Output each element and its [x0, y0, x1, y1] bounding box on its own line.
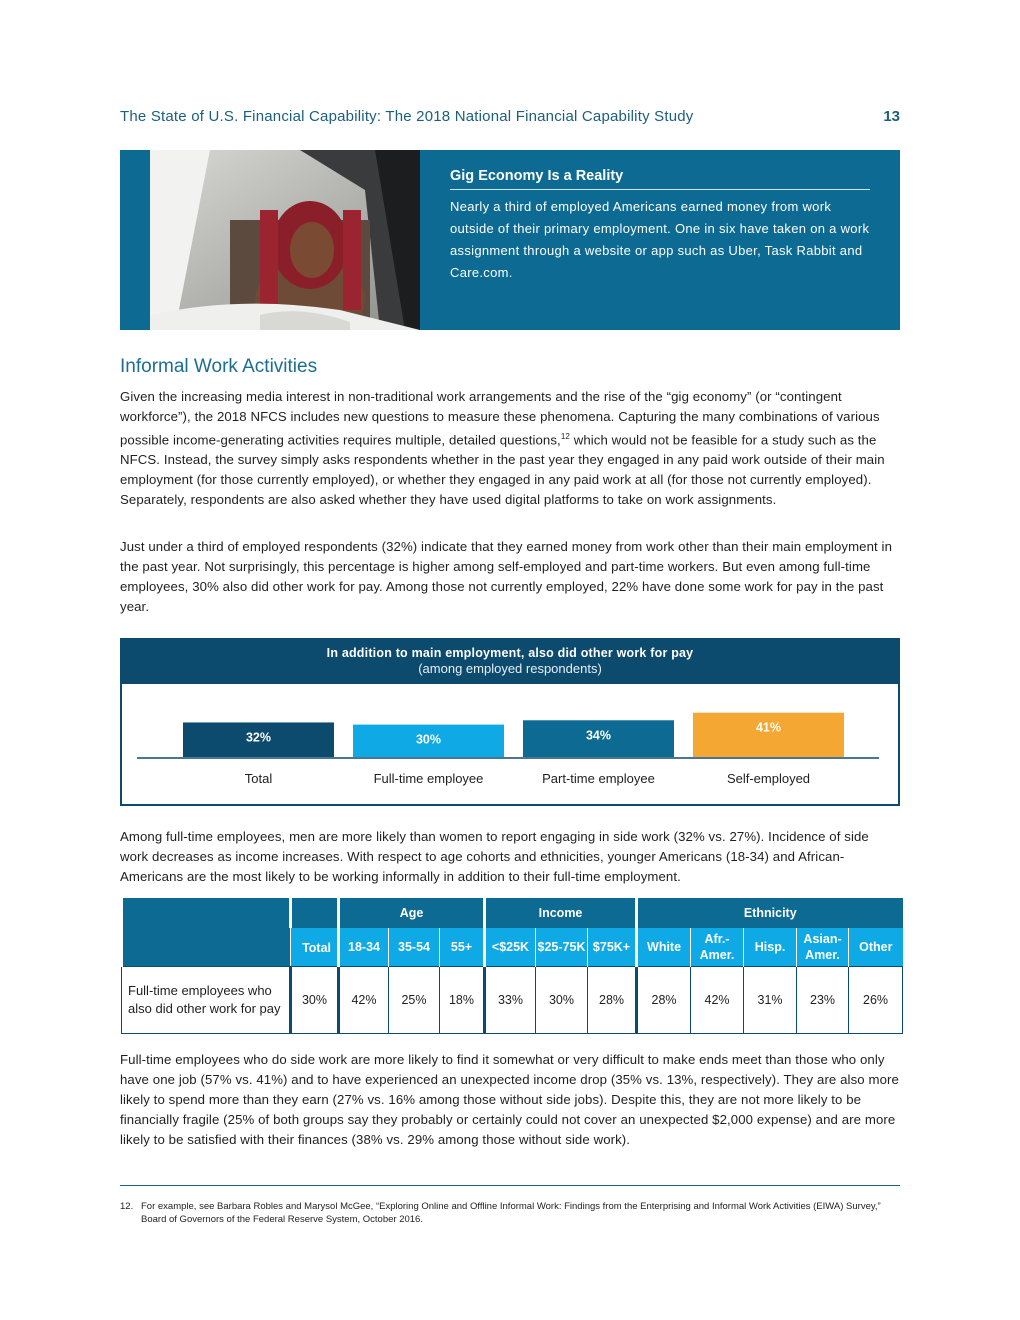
category-label: Part-time employee [542, 771, 655, 786]
col-35-54: 35-54 [389, 928, 440, 966]
report-title: The State of U.S. Financial Capability: The 2018 National Financial Capability Study [120, 108, 694, 125]
paragraph-text: which would not be feasible for a study such as the NFCS. Instead, the survey simply asks respondents whether in the past year they engaged in any paid work outside of their main employment (for those currently employed), or whether they engaged in any paid work at all (for those not currently employed). Separately, respondents are also asked whether they have used digital platforms to take on work assignments. [120, 432, 885, 508]
chart-subtitle: (among employed respondents) [418, 661, 602, 676]
bar-value-label: 41% [755, 720, 782, 735]
category-label: Total [244, 771, 273, 786]
col-afr-amer: Afr.-Amer. [691, 928, 744, 966]
cell-under-25k: 33% [485, 966, 536, 1033]
cell-25-75k: 30% [536, 966, 588, 1033]
section-title: Informal Work Activities [120, 356, 318, 377]
paragraph-text: Given the increasing media interest in non-traditional work arrangements and the rise of the “gig economy” (or “contingent workforce”), the 2018 NFCS includes new questions to measure these phenomena. Capturing the many combinations of various possible income-generating activities requires multiple, detailed questions, [120, 389, 880, 448]
chart-header [122, 640, 898, 684]
group-age: Age [339, 898, 485, 928]
cell-35-54: 25% [389, 966, 440, 1033]
cell-other: 26% [849, 966, 903, 1033]
row-label: Full-time employees who also did other work for pay [122, 966, 291, 1033]
col-55-plus: 55+ [440, 928, 485, 966]
body-paragraph-4: Full-time employees who do side work are more likely to find it somewhat or very difficult to make ends meet than those who only have one job (57% vs. 41%) and to have experienced an unexpected income drop (35% vs. 13%, respectively). They are also more likely to spend more than they earn (27% vs. 16% among those without side jobs). Despite this, they are not more likely to be financially fragile (25% of both groups say they probably or certainly could not cover an unexpected $2,000 expense) and are more likely to be satisfied with their finances (38% vs. 29% among those without side work). [120, 1052, 899, 1147]
side-work-table [120, 898, 903, 1034]
col-white: White [637, 928, 691, 966]
footnote-text: For example, see Barbara Robles and Marysol McGee, “Exploring Online and Offline Informal Work: Findings from the Enterprising and Informal Work Activities (EIWA) Survey,” Board of Governors of the Federal Reserve System, October 2016. [141, 1201, 881, 1225]
col-75k-plus: $75K+ [588, 928, 637, 966]
chart-title: In addition to main employment, also did other work for pay [326, 646, 694, 660]
bar-value-label: 30% [415, 732, 442, 747]
driver-photo [150, 150, 420, 330]
callout-box [450, 168, 870, 284]
col-under-25k: <$25K [485, 928, 536, 966]
table-group-header [122, 898, 903, 928]
body-paragraph-2: Just under a third of employed respondents (32%) indicate that they earned money from work other than their main employment in the past year. Not surprisingly, this percentage is higher among self-employed and part-time workers. But even among full-time employees, 30% also did other work for pay. Among those not currently employed, 22% have done some work for pay in the past year. [120, 539, 893, 614]
cell-75k-plus: 28% [588, 966, 637, 1033]
col-other: Other [849, 928, 903, 966]
cell-hisp: 31% [744, 966, 797, 1033]
table-corner [291, 898, 339, 928]
footnote [120, 1200, 900, 1226]
col-18-34: 18-34 [339, 928, 389, 966]
col-asian-amer: Asian-Amer. [797, 928, 849, 966]
cell-afr-amer: 42% [691, 966, 744, 1033]
category-label: Full-time employee [373, 771, 484, 786]
body-paragraph-3: Among full-time employees, men are more likely than women to report engaging in side work (32% vs. 27%). Incidence of side work decreases as income increases. With respect to age cohorts and ethnicities, younger Americans (18-34) and African-Americans are the most likely to be working informally in addition to their full-time employment. [120, 829, 869, 884]
bar-value-label: 34% [585, 728, 612, 743]
body-paragraph-1 [120, 387, 900, 510]
page-number: 13 [883, 108, 900, 125]
table-corner [122, 898, 291, 966]
cell-white: 28% [637, 966, 691, 1033]
table-row [122, 966, 903, 1033]
category-label: Self-employed [726, 771, 811, 786]
callout-banner [120, 150, 900, 330]
group-income: Income [485, 898, 637, 928]
col-total: Total [291, 928, 339, 966]
cell-55-plus: 18% [440, 966, 485, 1033]
cell-asian-amer: 23% [797, 966, 849, 1033]
chart-plot [122, 684, 898, 804]
footnote-reference[interactable]: 12 [560, 432, 570, 441]
cell-total: 30% [291, 966, 339, 1033]
footnote-number: 12. [120, 1201, 134, 1212]
group-ethnicity: Ethnicity [637, 898, 903, 928]
bar-value-label: 32% [245, 730, 272, 745]
footnote-divider [120, 1185, 900, 1186]
cell-18-34: 42% [339, 966, 389, 1033]
bar-self-employed [693, 713, 844, 757]
col-25-75k: $25-75K [536, 928, 588, 966]
col-hisp: Hisp. [744, 928, 797, 966]
bar-chart [120, 638, 900, 806]
callout-body: Nearly a third of employed Americans earned money from work outside of their primary employment. One in six have taken on a work assignment through a website or app such as Uber, Task Rabbit and Care.com. [450, 199, 870, 280]
page-header [120, 108, 900, 130]
callout-heading: Gig Economy Is a Reality [450, 168, 870, 190]
